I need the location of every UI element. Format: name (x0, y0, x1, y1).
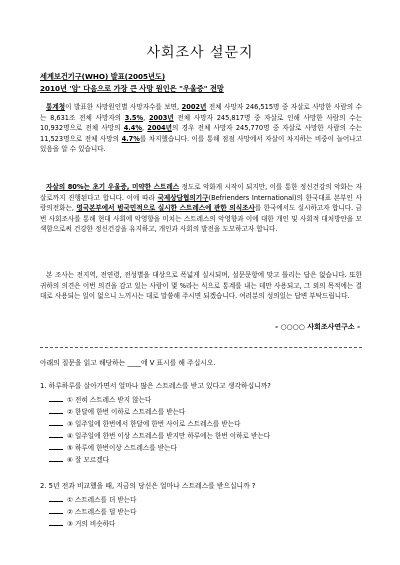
institute-signature: - ○○○○ 사회조사연구소 - (275, 323, 360, 331)
answer-blank[interactable] (49, 413, 63, 414)
q1-option-3[interactable]: ③ 일주일에 한번에서 한달에 한번 사이로 스트레스를 받는다 (49, 418, 240, 428)
q1-option-5[interactable]: ⑤ 하루에 한번이상 스트레스를 받는다 (49, 442, 177, 452)
section-divider (40, 347, 362, 348)
answer-blank[interactable] (49, 425, 63, 426)
intro-paragraph-statistics: 통계청이 발표한 사망원인별 사망자수를 보면, 2002년 전체 사망자 246,515명 중 자살로 사망한 사람의 수는 8,631조 전체 사망자의 3.5%, 2003년 전체 사망자 245,817명 중 자살로 인해 사망한 사람의 수는 10,932명으로 전체 사망의 4.4%, 2004년의 경우 전체 사망자 245,770명 중 자살로 사망한 사람의 수는 11,523명으로 전체 사망의 4.7%를 차지했습니다. 이를 통해 점점 사망에서 자살이 차지하는 비중이 늘어나고 있음을 알 수 있습니다. (40, 103, 362, 154)
q1-option-2[interactable]: ② 한달에 한번 이하로 스트레스를 받는다 (49, 406, 185, 416)
subheading-who: 세계보건기구(WHO) 발표(2005년도) (40, 72, 166, 81)
q2-option-3[interactable]: ③ 거의 비슷하다 (49, 518, 115, 528)
subheading-forecast: 2010년 '암' 다음으로 가장 큰 사망 원인은 "우울증" 전망 (40, 84, 224, 93)
answer-blank[interactable] (49, 501, 63, 502)
answer-blank[interactable] (49, 437, 63, 438)
emph-statistics-office: 통계청 (46, 103, 66, 111)
question-2: 2. 5년 전과 비교했을 때, 지금의 당신은 얼마나 스트레스를 받으십니까 ? (40, 482, 256, 490)
page-title: 사회조사 설문지 (146, 45, 254, 61)
instruction-text: 아래의 질문을 읽고 해당하는 ____에 V 표시를 해 주십시오. (40, 359, 216, 367)
question-1: 1. 하루하루를 살아가면서 얼마나 많은 스트레스를 받고 있다고 생각하십니까? (40, 382, 271, 390)
q1-option-4[interactable]: ④ 일주일에 한번 이상 스트레스를 받지만 하루에는 한번 이하로 받는다 (49, 430, 270, 440)
q2-option-1[interactable]: ① 스트레스를 더 받는다 (49, 494, 137, 504)
intro-paragraph-notice: 본 조사는 전지역, 전연령, 전성별을 대상으로 폭넓게 실시되며, 설문문항에 맞고 틀리는 답은 없습니다. 또한 귀하의 의견은 이번 의견을 감고 있는 사람이 몇 %라는 식으로 통계를 내는 데만 사용되고, 그 외의 목적에는 결대로 사용되는 일이 없으니 느끼시는 대로 말씀해 주시면 되겠습니다. 여러분의 성의있는 답변 부탁드립니다. (40, 271, 362, 301)
answer-blank[interactable] (49, 525, 63, 526)
answer-blank[interactable] (49, 513, 63, 514)
answer-blank[interactable] (49, 461, 63, 462)
q2-option-2[interactable]: ② 스트레스를 덜 받는다 (49, 506, 137, 516)
q1-option-6[interactable]: ⑥ 잘 모르겠다 (49, 454, 109, 464)
intro-paragraph-purpose: 자살의 80%는 초기 우울증, 미약한 스트레스 정도로 악화게 시작이 되지만, 이를 통한 정신건강의 악화는 자살로까지 진행된다고 합니다. 이에 따라 국제상담협의기구(Befrienders International)의 한국대표 본부인 사랑의전화는, 영국본부에서 범국민적으로 실시한 스트레스에 관한 의식조사를 한국에서도 실시하고자 합니다. 금번 사회조사를 통해 현대 사회에 악영향을 미치는 스트레스의 악영향과 이에 대한 개인 및 사회적 대처방안을 모색함으로써 건강한 정신건강을 유지하고, 개인과 사회의 발전을 도모하고자 합니다. (40, 183, 362, 234)
q1-option-1[interactable]: ① 전혀 스트레스 받지 않는다 (49, 394, 151, 404)
answer-blank[interactable] (49, 449, 63, 450)
answer-blank[interactable] (49, 401, 63, 402)
